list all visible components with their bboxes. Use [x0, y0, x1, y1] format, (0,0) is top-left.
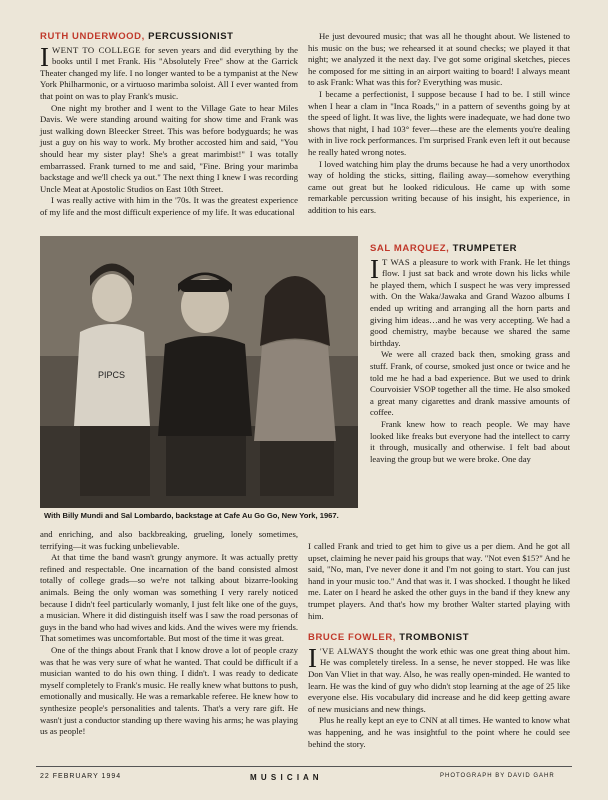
sal-paragraph-3: Frank knew how to reach people. We may have looked like freaks but everyone had the intellect to carry it through, musically and otherwise. I felt bad about leaving the group but we were broke. One day: [370, 418, 570, 464]
sal-column-bottom: [308, 541, 570, 750]
footer-rule: [36, 766, 572, 767]
bruce-lead: 'VE ALWAYS: [320, 645, 375, 656]
ruth-heading: [40, 31, 298, 43]
sal-p1-text: a pleasure to work with Frank. He let things flow. I just sat back and wrote down his licks while he played them, which I suspect he was very impressed with. On the Waka/Jawaka and Grand Wazoo albums I ended up writing and arranging all the horn parts and giving him ideas…and he was very accepting. We had a good chemistry, maybe because we shared the same birthday.: [370, 256, 570, 348]
bruce-dropcap: I: [308, 642, 317, 673]
magazine-name: M U S I C I A N: [250, 773, 320, 782]
bruce-name: BRUCE FOWLER,: [308, 632, 397, 644]
page-number: 22: [40, 773, 50, 780]
sal-paragraph-1: [370, 253, 570, 350]
footer-page-info: [40, 773, 121, 780]
sal-column: [370, 243, 570, 465]
ruth-dropcap: I: [40, 41, 49, 72]
bruce-role: TROMBONIST: [399, 632, 470, 644]
ruth-paragraph-2: One night my brother and I went to the Village Gate to hear Miles Davis. We were standing around waiting for show time and Frank was just walking down Bleecker Street. This was before bodyguards; he was just a guy on his way to work. My brother accosted him and said, "You should hear my sister play! She's a great marimbist!" I was totally embarrassed. Frank turned to me and said, "Fine. Bring your marimba backstage and we'll check ya out." The next thing I knew I was recording Uncle Meat at Apostolic Studios on East 10th Street.: [40, 102, 298, 194]
ruth-lead: WENT TO COLLEGE: [52, 44, 141, 55]
sal-name: SAL MARQUEZ,: [370, 243, 450, 254]
ruth-paragraph-9: I loved watching him play the drums because he had a very unorthodox way of holding the sticks, sitting, flailing away—somehow everything came out great but he looked ridiculous. He came up with some remarkable percussion writing because of his insight, his experience, in addition to his ears.: [308, 158, 570, 215]
bruce-heading: [308, 632, 570, 644]
sal-heading: [370, 243, 570, 255]
photo-credit: PHOTOGRAPH BY DAVID GAHR: [440, 773, 555, 779]
ruth-paragraph-7: He just devoured music; that was all he thought about. We listened to his music on the bus; we rehearsed it at sound checks; we played it that night; we analyzed it the next day. I've got some original sketches, pieces he composed for me sitting in an airport waiting to board! I always meant to ask Frank: What was this for? Everything was music.: [308, 31, 570, 88]
photo-caption: With Billy Mundi and Sal Lombardo, backstage at Cafe Au Go Go, New York, 1967.: [44, 511, 339, 520]
issue-date: FEBRUARY 1994: [52, 773, 122, 780]
ruth-paragraph-1: [40, 41, 299, 103]
ruth-p1-text: for seven years and did everything by the books until I met Frank. His "Absolutely Free" show at the Garrick Theater changed my life. I no longer wanted to be a tympanist at the New York Philharmonic, or a virtuoso marimba soloist. All I ever wanted from that point on was to play Frank's music.: [40, 44, 299, 101]
ruth-paragraph-8: I became a perfectionist, I suppose because I had to be. I still wince when I hear a clam in "Inca Roads," in a pattern of sevenths going by at the speed of light. It was live, the lights were inadequate, we had done two shows that night, I had 103° fever—these are the elements you're dealing with in live rock performances. I'm surprised Frank even left it out because he really hated wrong notes.: [308, 88, 570, 157]
band-photo: [40, 236, 358, 508]
sal-role: TRUMPETER: [452, 243, 518, 254]
ruth-name: RUTH UNDERWOOD,: [40, 31, 145, 42]
sal-paragraph-2: We were all crazed back then, smoking grass and stuff. Frank, of course, smoked just once or twice and he told me he had a bad experience. But we used to drink Courvoisier VSOP together all the time. He also smoked a great many cigarettes and drank massive amounts of coffee.: [370, 349, 570, 418]
sal-dropcap: I: [370, 253, 379, 284]
ruth-paragraph-6: One of the things about Frank that I know drove a lot of people crazy was that he was very sure of what he wanted. That could be difficult if a musician wanted to do his own thing. I didn't. I was ready to dedicate myself completely to Frank's music. He really knew what buttons to push, emotionally and musically. He was a remarkable referee. He knew how to synthesize people's personalities and talents. That's a very rare gift. He wasn't just a conductor standing up there waving his arms; he was playing us as people!: [40, 644, 298, 737]
ruth-column-right: [308, 31, 570, 217]
bruce-paragraph-2: Plus he really kept an eye to CNN at all times. He wanted to know what was happening, and he was insightful to the point where he could see behind the story.: [308, 715, 570, 749]
shirt-text: PIPCS: [98, 370, 126, 380]
ruth-paragraph-3: I was really active with him in the '70s. It was the greatest experience of my life and the most difficult experience of my life. It was educational: [40, 195, 298, 217]
sal-lead: T WAS: [382, 256, 411, 267]
ruth-role: PERCUSSIONIST: [148, 31, 234, 42]
ruth-column-bottom: [40, 529, 298, 738]
sal-paragraph-4: I called Frank and tried to get him to give us a per diem. And he got all upset, claiming he never paid his groups that way. "Not even $15?" And he said, "No, man, I've never done it and I'm not going to start. You can just hand in your music too." And that was it. I was shocked. I thought he liked me. Later on I heard he asked the other guys in the band if they knew any trumpet players. And that's how my brother Walter started playing with him.: [308, 541, 570, 621]
ruth-column-top: [40, 31, 298, 219]
bruce-paragraph-1: [308, 642, 570, 716]
ruth-paragraph-4: and enriching, and also backbreaking, grueling, lonely sometimes, terrifying—it was fucking unbelievable.: [40, 529, 298, 551]
ruth-paragraph-5: At that time the band wasn't grungy anymore. It was actually pretty refined and respectable. One incarnation of the band consisted almost totally of college grads—so we're not talking about bizarre-looking animals. Being the only woman was something I very rarely noticed because I didn't feel particularly womanly, I just felt like one of the guys, a musician. Where it did distinguish itself was I saw the road personas of guys in the band who had wives and kids. And the wives were my friends. That sometimes was uncomfortable. But most of the time it was great.: [40, 552, 298, 644]
band-photo-illustration: [40, 236, 358, 508]
bruce-p1-text: thought the work ethic was one great thing about him. He was completely tireless. In a sense, he never stopped. He was like Don Van Vliet in that way. Also, he was really open-minded. He wanted to learn. He was the kind of guy who didn't stop learning at the age of 25 like everyone else. His vocabulary did increase and he did keep getting aware of new musicians and new things.: [308, 645, 570, 714]
